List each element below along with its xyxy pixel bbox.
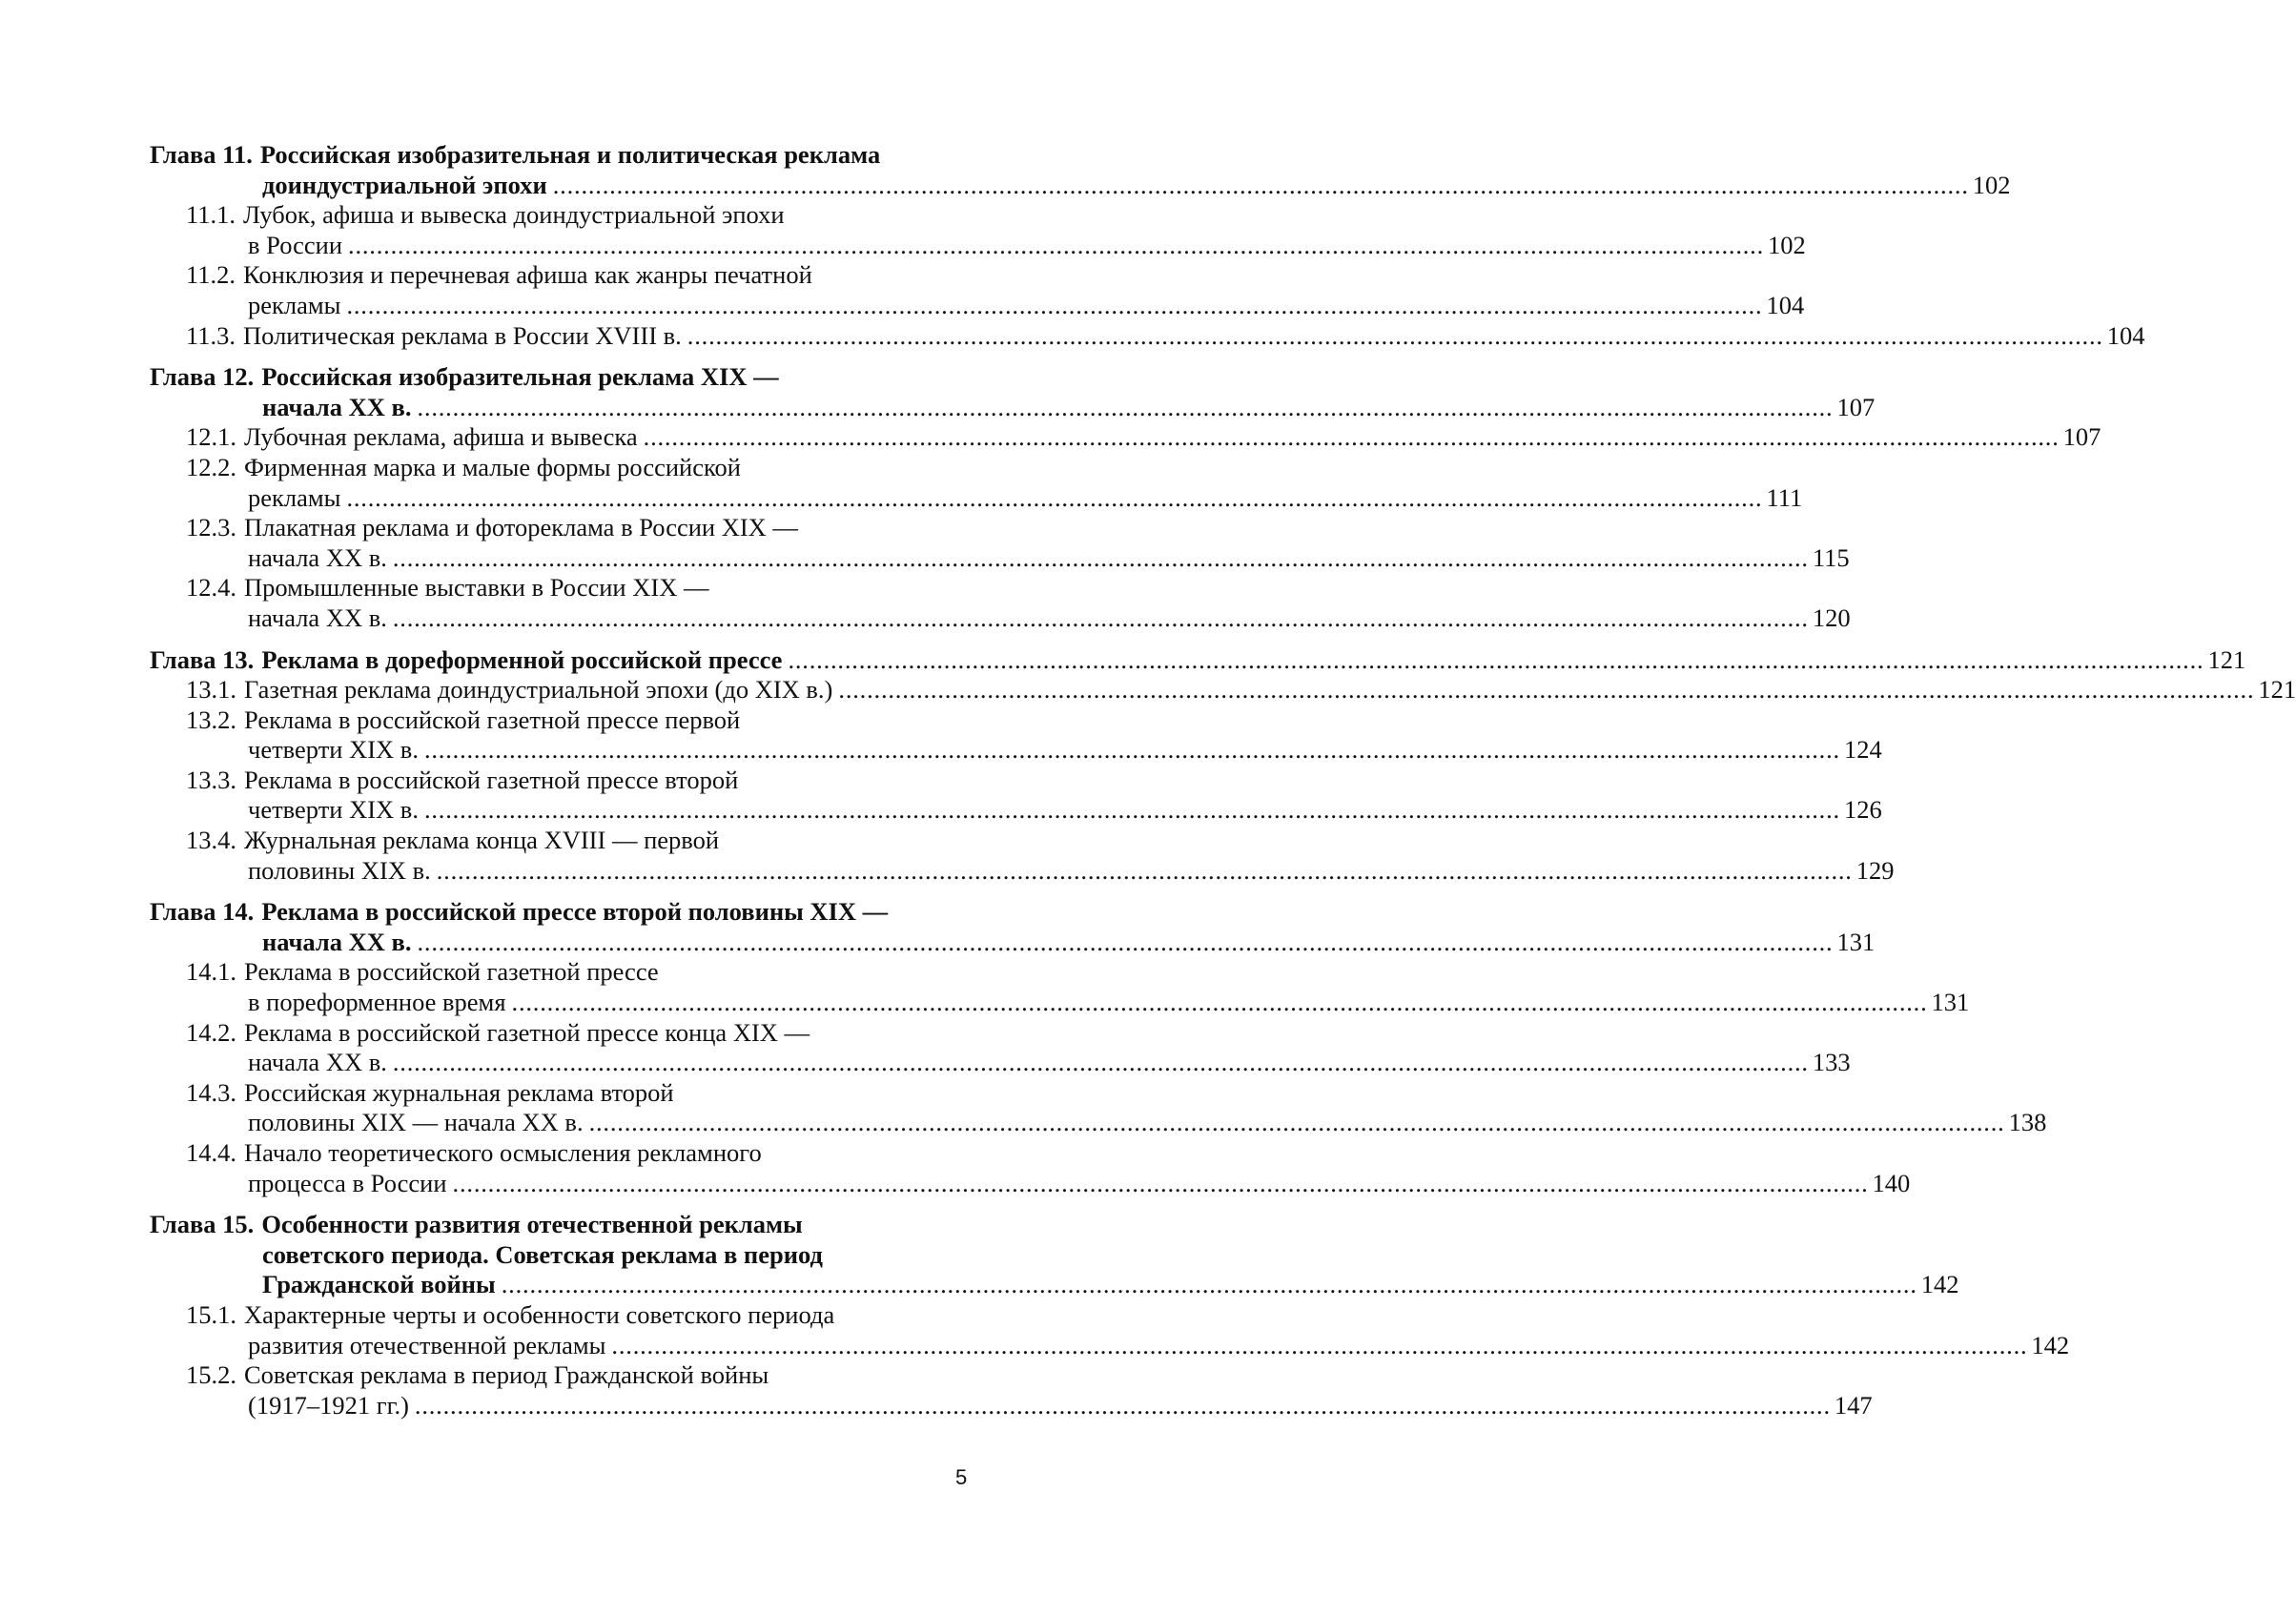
dot-leader: ........................................................................................................................................................................................................ [838, 675, 2255, 705]
dot-leader: ........................................................................................................................................................................................................ [417, 392, 1834, 421]
chapter-title-text: советского периода. Советская реклама в период [262, 1239, 823, 1269]
section-title-line [150, 453, 966, 483]
section-number: 13.4. [186, 826, 236, 855]
section-title-text: четверти XIX в. [248, 795, 419, 825]
section-title-line [150, 705, 966, 736]
dot-leader: ........................................................................................................................................................................................................ [643, 422, 2060, 452]
section-page-number: 133 [1812, 1048, 1851, 1077]
section-title-text: Реклама в российской газетной прессе второй [244, 765, 739, 794]
toc-section [150, 1138, 1911, 1198]
section-number: 14.2. [186, 1017, 236, 1047]
chapter-title-text: Реклама в российской прессе второй половины XIX — [261, 897, 889, 927]
chapter-title-text: Российская изобразительная реклама XIX — [261, 362, 779, 392]
toc-section [150, 1077, 2047, 1138]
chapter-title-line [150, 897, 966, 928]
section-page-number: 142 [2031, 1330, 2070, 1359]
section-page-number: 115 [1812, 542, 1850, 572]
section-page-number: 124 [1843, 735, 1882, 765]
section-title-text: Российская журнальная реклама второй [244, 1077, 674, 1107]
toc-section [150, 573, 1851, 633]
section-number: 11.3. [186, 320, 236, 350]
dot-leader: ........................................................................................................................................................................................................ [552, 170, 1969, 199]
dot-leader: ........................................................................................................................................................................................................ [511, 988, 1928, 1017]
section-title-text: в России [248, 230, 343, 259]
chapter-title-text: начала XX в. [262, 927, 412, 956]
section-number: 13.3. [186, 765, 236, 794]
section-title-line [150, 1018, 966, 1049]
section-title-line [150, 1360, 966, 1391]
section-title-line [150, 320, 2145, 352]
section-title-line [150, 513, 966, 543]
chapter-title-text: начала XX в. [262, 392, 412, 421]
toc-section [150, 320, 2145, 352]
section-number: 12.2. [186, 452, 236, 481]
section-title-line [150, 542, 1850, 574]
toc-section [150, 1360, 1873, 1420]
toc-chapter [150, 897, 2047, 1198]
dot-leader: ........................................................................................................................................................................................................ [417, 927, 1834, 956]
chapter-title-text: Гражданской войны [262, 1270, 496, 1299]
section-title-text: четверти XIX в. [248, 735, 419, 765]
dot-leader: ........................................................................................................................................................................................................ [611, 1330, 2028, 1359]
chapter-page-number: 131 [1836, 927, 1876, 956]
section-number: 15.2. [186, 1360, 236, 1390]
dot-leader: ........................................................................................................................................................................................................ [588, 1108, 2005, 1137]
section-page-number: 147 [1834, 1390, 1873, 1420]
chapter-label: Глава 15. [150, 1210, 255, 1239]
section-title-line [150, 1390, 1873, 1421]
chapter-title-line [150, 644, 2246, 676]
section-number: 11.2. [186, 260, 236, 290]
section-title-line [150, 230, 1806, 261]
dot-leader: ........................................................................................................................................................................................................ [346, 482, 1763, 512]
toc-section [150, 765, 1882, 826]
section-title-line [150, 1138, 966, 1169]
section-title-text: Конклюзия и перечневая афиша как жанры печатной [243, 260, 812, 290]
section-title-line [150, 290, 1805, 321]
section-title-line [150, 260, 966, 291]
section-title-line [150, 1048, 1851, 1078]
section-title-line [150, 603, 1851, 634]
section-title-text: половины XIX — начала XX в. [248, 1108, 584, 1137]
section-title-text: Начало теоретического осмысления рекламного [244, 1138, 762, 1167]
toc-section [150, 422, 2101, 453]
toc-section [150, 513, 1850, 573]
toc-chapter [150, 644, 2296, 887]
chapter-title-line [150, 362, 966, 393]
section-title-line [150, 482, 1803, 514]
section-title-text: Характерные черты и особенности советского периода [244, 1299, 835, 1329]
chapter-title-text: Российская изобразительная и политическая реклама [259, 140, 881, 169]
section-page-number: 104 [1766, 290, 1805, 319]
dot-leader: ........................................................................................................................................................................................................ [414, 1390, 1831, 1420]
toc-chapter [150, 362, 2101, 633]
section-title-line [150, 855, 1895, 887]
section-title-text: начала XX в. [248, 542, 387, 572]
section-number: 14.4. [186, 1138, 236, 1167]
section-title-text: Реклама в российской газетной прессе первой [244, 705, 741, 734]
dot-leader: ........................................................................................................................................................................................................ [788, 644, 2204, 674]
section-title-text: процесса в России [248, 1168, 447, 1197]
section-title-text: Политическая реклама в России XVIII в. [243, 320, 682, 350]
toc-section [150, 826, 1895, 886]
dot-leader: ........................................................................................................................................................................................................ [687, 320, 2103, 350]
chapter-label: Глава 11. [150, 140, 253, 169]
section-title-line [150, 957, 966, 988]
chapter-title-line [150, 1210, 966, 1240]
section-title-line [150, 795, 1882, 826]
section-page-number: 129 [1855, 855, 1895, 885]
section-title-line [150, 1078, 966, 1109]
section-title-text: Газетная реклама доиндустриальной эпохи (до XIX в.) [244, 675, 833, 705]
section-title-text: Лубок, афиша и вывеска доиндустриальной эпохи [243, 200, 785, 230]
section-page-number: 126 [1843, 795, 1882, 825]
toc-section [150, 1299, 2070, 1360]
chapter-page-number: 102 [1972, 170, 2011, 199]
section-number: 15.1. [186, 1299, 236, 1329]
toc-section [150, 957, 1970, 1017]
toc-section [150, 260, 1805, 320]
toc-section [150, 200, 1806, 260]
section-page-number: 111 [1766, 482, 1803, 512]
section-page-number: 102 [1768, 230, 1806, 259]
dot-leader: ........................................................................................................................................................................................................ [423, 735, 1840, 765]
section-number: 14.1. [186, 957, 236, 987]
dot-leader: ........................................................................................................................................................................................................ [501, 1270, 1917, 1299]
section-title-line [150, 1330, 2070, 1361]
chapter-heading [150, 644, 2246, 676]
chapter-heading [150, 897, 1876, 957]
section-number: 12.1. [186, 422, 236, 452]
chapter-title-line [150, 1270, 1959, 1300]
chapter-page-number: 121 [2207, 644, 2246, 674]
section-page-number: 121 [2258, 675, 2296, 705]
chapter-label: Глава 12. [150, 362, 255, 392]
section-title-text: Фирменная марка и малые формы российской [244, 452, 741, 481]
dot-leader: ........................................................................................................................................................................................................ [346, 290, 1763, 319]
section-title-line [150, 573, 966, 603]
section-title-line [150, 826, 966, 856]
section-page-number: 120 [1812, 603, 1851, 632]
section-title-line [150, 1300, 966, 1331]
dot-leader: ........................................................................................................................................................................................................ [452, 1168, 1869, 1197]
dot-leader: ........................................................................................................................................................................................................ [436, 855, 1853, 885]
section-page-number: 104 [2106, 320, 2145, 350]
toc-section [150, 1017, 1851, 1078]
section-title-text: Плакатная реклама и фотореклама в России XIX — [244, 513, 798, 542]
section-page-number: 140 [1872, 1168, 1911, 1197]
section-title-line [150, 1168, 1911, 1199]
toc-section [150, 675, 2296, 705]
section-page-number: 107 [2062, 422, 2101, 452]
chapter-title-text: доиндустриальной эпохи [262, 170, 547, 199]
section-title-line [150, 422, 2101, 453]
section-number: 13.2. [186, 705, 236, 734]
section-title-text: начала XX в. [248, 603, 387, 632]
section-title-text: (1917–1921 гг.) [248, 1390, 409, 1420]
section-number: 12.4. [186, 573, 236, 603]
chapter-title-line [150, 170, 2011, 201]
toc-chapter [150, 1210, 2070, 1420]
section-title-line [150, 735, 1882, 766]
section-title-text: рекламы [248, 290, 341, 319]
section-number: 14.3. [186, 1077, 236, 1107]
table-of-contents [150, 140, 2296, 1432]
section-page-number: 138 [2008, 1108, 2047, 1137]
section-page-number: 131 [1931, 988, 1970, 1017]
section-title-line [150, 675, 2296, 705]
section-title-line [150, 766, 966, 796]
section-title-text: Реклама в российской газетной прессе конца XIX — [244, 1017, 810, 1047]
toc-section [150, 705, 1882, 766]
page-number: 5 [955, 1465, 968, 1489]
chapter-heading [150, 140, 2011, 200]
chapter-title-text: Реклама в дореформенной российской прессе [261, 644, 783, 674]
chapter-title-line [150, 1240, 966, 1271]
section-title-line [150, 988, 1970, 1018]
section-number: 13.1. [186, 675, 236, 705]
chapter-page-number: 107 [1836, 392, 1876, 421]
chapter-title-line [150, 392, 1876, 423]
toc-chapter [150, 140, 2145, 351]
chapter-heading [150, 1210, 1959, 1300]
section-number: 11.1. [186, 200, 236, 230]
dot-leader: ........................................................................................................................................................................................................ [392, 1048, 1809, 1077]
section-title-text: Реклама в российской газетной прессе [244, 957, 659, 987]
section-title-text: Лубочная реклама, афиша и вывеска [244, 422, 638, 452]
dot-leader: ........................................................................................................................................................................................................ [423, 795, 1840, 825]
section-title-text: начала XX в. [248, 1048, 387, 1077]
section-title-text: Журнальная реклама конца XVIII — первой [244, 826, 720, 855]
dot-leader: ........................................................................................................................................................................................................ [392, 542, 1809, 572]
section-title-text: Советская реклама в период Гражданской войны [244, 1360, 769, 1390]
chapter-title-line [150, 927, 1876, 958]
dot-leader: ........................................................................................................................................................................................................ [392, 603, 1809, 632]
dot-leader: ........................................................................................................................................................................................................ [348, 230, 1765, 259]
chapter-label: Глава 14. [150, 897, 255, 927]
toc-section [150, 452, 1803, 513]
chapter-title-text: Особенности развития отечественной рекламы [261, 1210, 803, 1239]
section-title-text: рекламы [248, 482, 341, 512]
chapter-label: Глава 13. [150, 644, 255, 674]
section-title-line [150, 200, 966, 231]
chapter-page-number: 142 [1920, 1270, 1959, 1299]
chapter-title-line [150, 140, 966, 171]
section-title-text: половины XIX в. [248, 855, 431, 885]
section-title-line [150, 1108, 2047, 1138]
section-number: 12.3. [186, 513, 236, 542]
section-title-text: в пореформенное время [248, 988, 506, 1017]
section-title-text: развития отечественной рекламы [248, 1330, 606, 1359]
section-title-text: Промышленные выставки в России XIX — [244, 573, 709, 603]
chapter-heading [150, 362, 1876, 422]
